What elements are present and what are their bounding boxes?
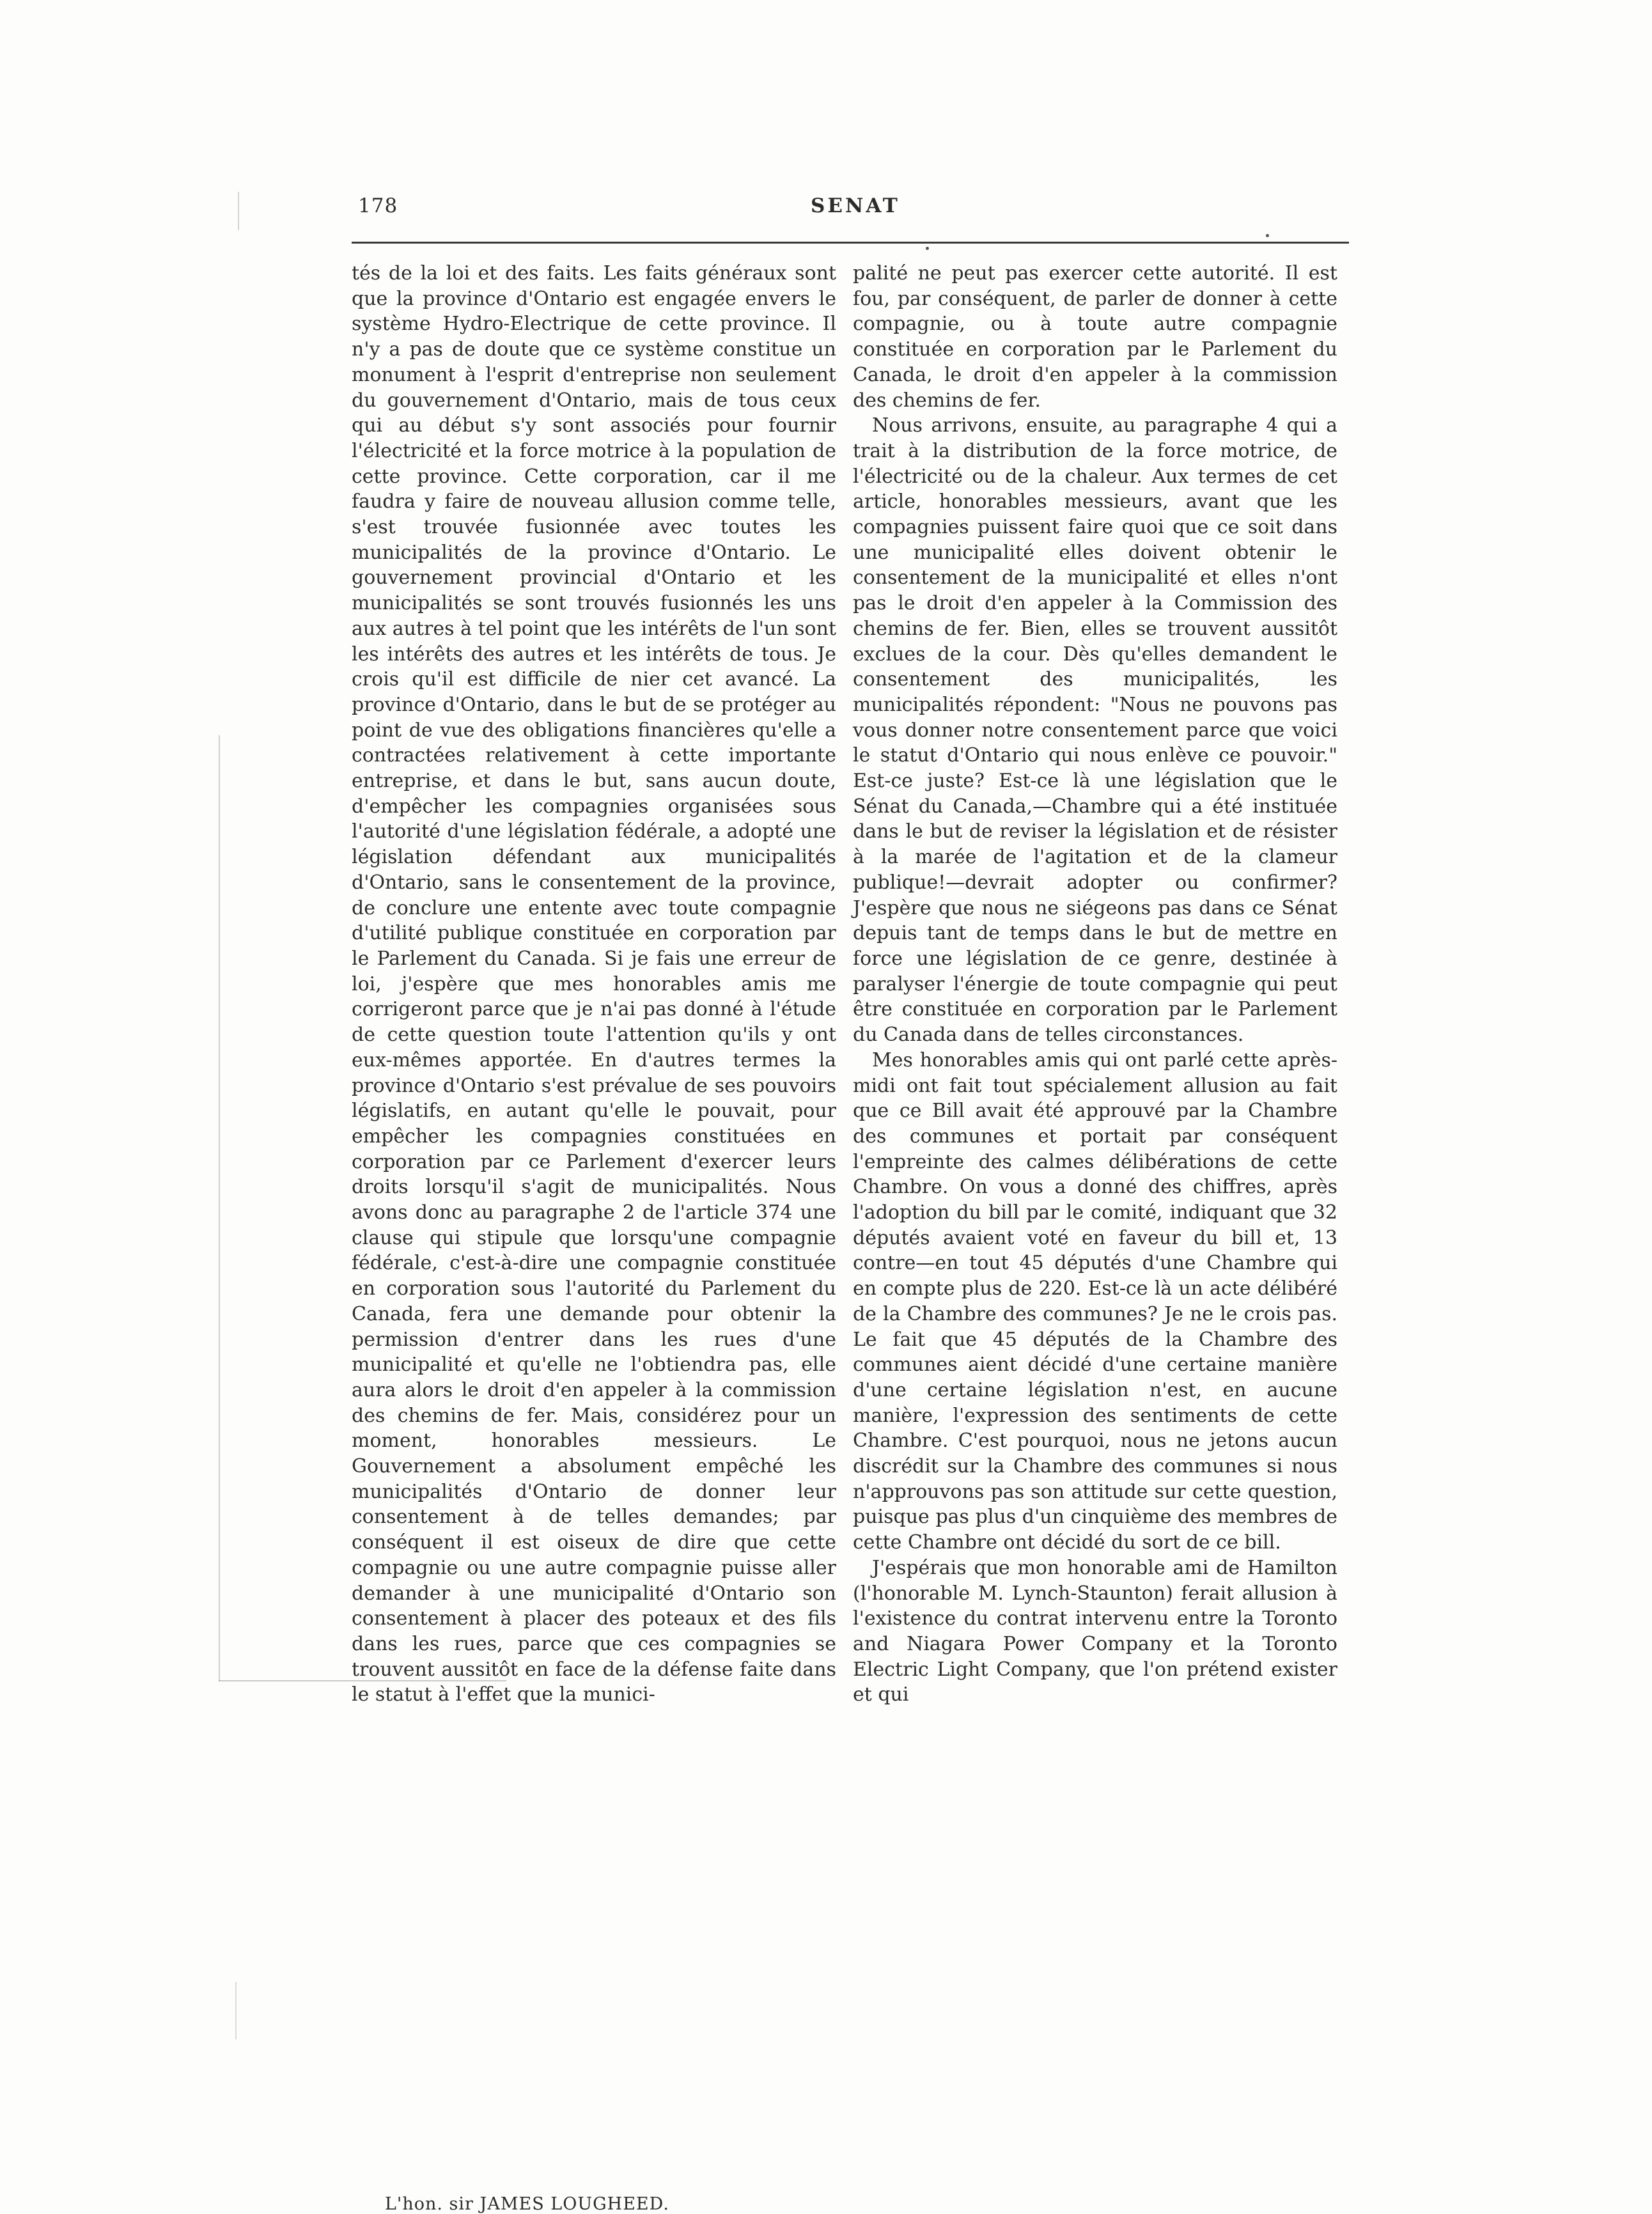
scan-speck xyxy=(1266,234,1269,237)
paragraph: tés de la loi et des faits. Les faits généraux sont que la province d'Ontario est engagée envers le système Hydro-Electrique de cette province. Il n'y a pas de doute que ce système constitue un monument à l'esprit d'entreprise non seulement du gouvernement d'Ontario, mais de tous ceux qui au début s'y sont associés pour fournir l'électricité et la force motrice à la population de cette province. Cette corporation, car il me faudra y faire de nouveau allusion comme telle, s'est trouvée fusionnée avec toutes les municipalités de la province d'Ontario. Le gouvernement provincial d'Ontario et les municipalités se sont trouvés fusionnés les uns aux autres à tel point que les intérêts de l'un sont les intérêts des autres et les intérêts de tous. Je crois qu'il est difficile de nier cet avancé. La province d'Ontario, dans le but de se protéger au point de vue des obligations financières qu'elle a contractées relativement à cette importante entreprise, et dans le but, sans aucun doute, d'empêcher les compagnies organisées sous l'autorité d'une législation fédérale, a adopté une législation défendant aux municipalités d'Ontario, sans le consentement de la province, de conclure une entente avec toute compagnie d'utilité publique constituée en corporation par le Parlement du Canada. Si je fais une erreur de loi, j'espère que mes honorables amis me corrigeront parce que je n'ai pas donné à l'étude de cette question toute l'attention qu'ils y ont eux-mêmes apportée. En d'autres termes la province d'Ontario s'est prévalue de ses pouvoirs législatifs, en autant qu'elle le pouvait, pour empêcher les compagnies constituées en corporation par ce Parlement d'exercer leurs droits lorsqu'il s'agit de municipalités. Nous avons donc au paragraphe 2 de l'article 374 une clause qui stipule que lorsqu'une compagnie fédérale, c'est-à-dire une compagnie constituée en corporation sous l'autorité du Parlement du Canada, fera une demande pour obtenir la permission d'entrer dans les rues d'une municipalité et qu'elle ne l'obtiendra pas, elle aura alors le droit d'en appeler à la commission des chemins de fer. Mais, considérez pour un moment, honorables messieurs. Le Gouvernement a absolument empêché les municipalités d'Ontario de donner leur consentement à de telles demandes; par conséquent il est oiseux de dire que cette compagnie ou une autre compagnie puisse aller demander à une municipalité d'Ontario son consentement à placer des poteaux et des fils dans les rues, parce que ces compagnies se trouvent aussitôt en face de la défense faite dans le statut à l'effet que la munici- xyxy=(352,262,836,1706)
right-column xyxy=(853,261,1337,1708)
speaker-footer: L'hon. sir JAMES LOUGHEED. xyxy=(385,2194,669,2214)
paragraph: palité ne peut pas exercer cette autorité. Il est fou, par conséquent, de parler de donner à cette compagnie, ou à toute autre compagnie constituée en corporation par le Parlement du Canada, le droit d'en appeler à la commission des chemins de fer. xyxy=(853,262,1337,412)
paragraph: Nous arrivons, ensuite, au paragraphe 4 qui a trait à la distribution de la force motrice, de l'électricité ou de la chaleur. Aux termes de cet article, honorables messieurs, avant que les compagnies puissent faire quoi que ce soit dans une municipalité elles doivent obtenir le consentement de la municipalité et elles n'ont pas le droit d'en appeler à la Commission des chemins de fer. Bien, elles se trouvent aussitôt exclues de la cour. Dès qu'elles demandent le consentement des municipalités, les municipalités répondent: "Nous ne pouvons pas vous donner notre consentement parce que voici le statut d'Ontario qui nous enlève ce pouvoir." Est-ce juste? Est-ce là une législation que le Sénat du Canada,—Chambre qui a été instituée dans le but de reviser la législation et de résister à la marée de l'agitation et de la clameur publique!—devrait adopter ou confirmer? J'espère que nous ne siégeons pas dans ce Sénat depuis tant de temps dans le but de mettre en force une législation de ce genre, destinée à paralyser l'énergie de toute compagnie qui peut être constituée en corporation par le Parlement du Canada dans de telles circonstances. xyxy=(853,414,1337,1047)
scan-margin-line xyxy=(219,735,220,1681)
scan-margin-line xyxy=(238,192,239,230)
scan-speck xyxy=(926,247,929,250)
running-head: SENAT xyxy=(811,194,900,217)
page-number: 178 xyxy=(358,194,398,217)
header-rule xyxy=(352,242,1349,244)
left-column xyxy=(352,261,836,1708)
scan-margin-line xyxy=(235,1982,237,2039)
paragraph: Mes honorables amis qui ont parlé cette après-midi ont fait tout spécialement allusion au fait que ce Bill avait été approuvé par la Chambre des communes et portait par conséquent l'empreinte des calmes délibérations de cette Chambre. On vous a donné des chiffres, après l'adoption du bill par le comité, indiquant que 32 députés avaient voté en faveur du bill et, 13 contre—en tout 45 députés d'une Chambre qui en compte plus de 220. Est-ce là un acte délibéré de la Chambre des communes? Je ne le crois pas. Le fait que 45 députés de la Chambre des communes aient décidé d'une certaine manière d'une certaine législation n'est, en aucune manière, l'expression des sentiments de cette Chambre. C'est pourquoi, nous ne jetons aucun discrédit sur la Chambre des communes si nous n'approuvons pas son attitude sur cette question, puisque pas plus d'un cinquième des membres de cette Chambre ont décidé du sort de ce bill. xyxy=(853,1049,1337,1554)
paragraph: J'espérais que mon honorable ami de Hamilton (l'honorable M. Lynch-Staunton) ferait allusion à l'existence du contrat intervenu entre la Toronto and Niagara Power Company et la Toronto Electric Light Company, que l'on prétend exister et qui xyxy=(853,1556,1337,1706)
